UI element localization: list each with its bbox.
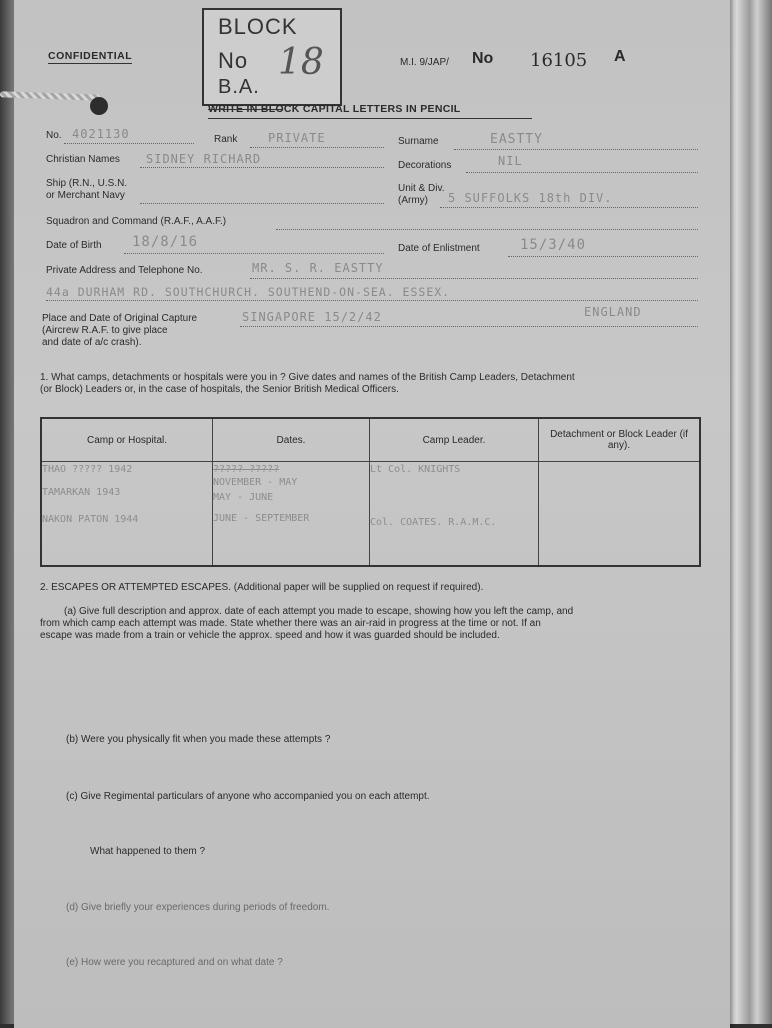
camp-entry: THAO ????? 1942 [42,464,133,475]
decorations-value: NIL [498,154,523,168]
stamp-ba: B.A. [218,76,260,98]
leader-cell [370,462,539,567]
unit-label-line2: (Army) [398,195,428,206]
table-row [41,462,700,567]
camp-entry: NAKON PATON 1944 [42,514,139,525]
dob-value: 18/8/16 [132,234,199,250]
camp-entry: TAMARKAN 1943 [42,487,121,498]
camp-cell [41,462,213,567]
stamp-block: BLOCK [218,14,298,39]
punch-hole [90,97,108,115]
christian-names-label: Christian Names [46,154,120,165]
number-label: No [472,50,494,67]
surname-value: EASTTY [490,132,543,147]
serial-number: 16105 [530,50,588,71]
enlistment-line [508,256,698,257]
ship-label-line2: or Merchant Navy [46,190,125,201]
dob-line [124,253,384,254]
col-camp-leader: Camp Leader. [370,418,539,462]
detachment-cell [539,462,701,567]
address-label: Private Address and Telephone No. [46,265,203,276]
form-reference: M.I. 9/JAP/ [400,57,449,68]
ship-label: Ship (R.N., U.S.N. [46,178,128,189]
strikethrough-line [208,109,282,110]
capture-line [240,326,698,327]
serial-suffix: A [614,48,626,65]
instruction-underline [208,118,532,119]
dates-entry: NOVEMBER - MAY [213,477,298,488]
col-dates: Dates. [213,418,370,462]
dob-label: Date of Birth [46,240,102,251]
q2a-text-line2: from which camp each attempt was made. State whether there was an air-raid in progress at the time or not. If an [40,618,541,629]
christian-names-value: SIDNEY RICHARD [146,152,262,166]
dates-cell [213,462,370,567]
confidential-label: CONFIDENTIAL [48,50,133,62]
decorations-line [466,172,698,173]
capture-label-line2: (Aircrew R.A.F. to give place [42,325,168,336]
no-field-line [64,143,194,144]
q2c-subquestion: What happened to them ? [90,846,206,857]
q2-heading: 2. ESCAPES OR ATTEMPTED ESCAPES. (Additional paper will be supplied on request if required). [40,582,484,593]
address-value-1: MR. S. R. EASTTY [252,261,384,275]
rank-value: PRIVATE [268,131,326,145]
address-value-3: ENGLAND [584,305,642,319]
q2d-text: (d) Give briefly your experiences during periods of freedom. [66,902,330,913]
col-camp-or-hospital: Camp or Hospital. [41,418,213,462]
col-detachment-leader: Detachment or Block Leader (if any). [539,418,701,462]
rank-label: Rank [214,134,238,145]
camps-table [40,417,701,567]
capture-label: Place and Date of Original Capture [42,313,198,324]
q2c-text: (c) Give Regimental particulars of anyone who accompanied you on each attempt. [66,791,430,802]
address-line-1 [250,278,698,279]
q2e-text: (e) How were you recaptured and on what date ? [66,957,283,968]
q2a-text: (a) Give full description and approx. date of each attempt you made to escape, showing how you left the camp, and [64,606,574,617]
stamp-number: 18 [278,42,324,83]
dates-entry: MAY - JUNE [213,492,274,503]
rank-field-line [250,147,384,148]
unit-value: 5 SUFFOLKS 18th DIV. [448,191,613,205]
q1-text: 1. What camps, detachments or hospitals were you in ? Give dates and names of the British Camp Leaders, Detachment [40,372,575,383]
dates-entry: JUNE - SEPTEMBER [213,513,310,524]
table-header-row [41,418,700,462]
capture-value: SINGAPORE 15/2/42 [242,310,382,324]
unit-line [440,207,698,208]
leader-entry: Col. COATES. R.A.M.C. [370,517,497,528]
capture-label-line3: and date of a/c crash). [42,337,142,348]
enlistment-label: Date of Enlistment [398,243,480,254]
ship-line [140,203,384,204]
surname-label: Surname [398,136,439,147]
leader-entry: Lt Col. KNIGHTS [370,464,461,475]
q1-text-line2: (or Block) Leaders or, in the case of hospitals, the Senior British Medical Officers. [40,384,399,395]
decorations-label: Decorations [398,160,452,171]
address-value-2: 44a DURHAM RD. SOUTHCHURCH. SOUTHEND-ON-SEA. ESSEX. [46,285,451,299]
no-label: No. [46,130,62,141]
enlistment-value: 15/3/40 [520,237,587,253]
dates-entry: ????? ????? [213,464,280,475]
christian-names-line [140,167,384,168]
q2b-text: (b) Were you physically fit when you made these attempts ? [66,734,331,745]
q2a-text-line3: escape was made from a train or vehicle the approx. speed and how it was guarded should be included. [40,630,500,641]
block-stamp [202,8,342,106]
stamp-no: No [218,48,249,73]
address-line-2 [46,300,698,301]
squadron-label: Squadron and Command (R.A.F., A.A.F.) [46,216,227,227]
no-value: 4021130 [72,127,130,141]
surname-field-line [454,149,698,150]
instruction-heading: WRITE IN BLOCK CAPITAL LETTERS IN PENCIL [208,103,461,115]
squadron-line [276,229,698,230]
unit-label: Unit & Div. [398,183,445,194]
